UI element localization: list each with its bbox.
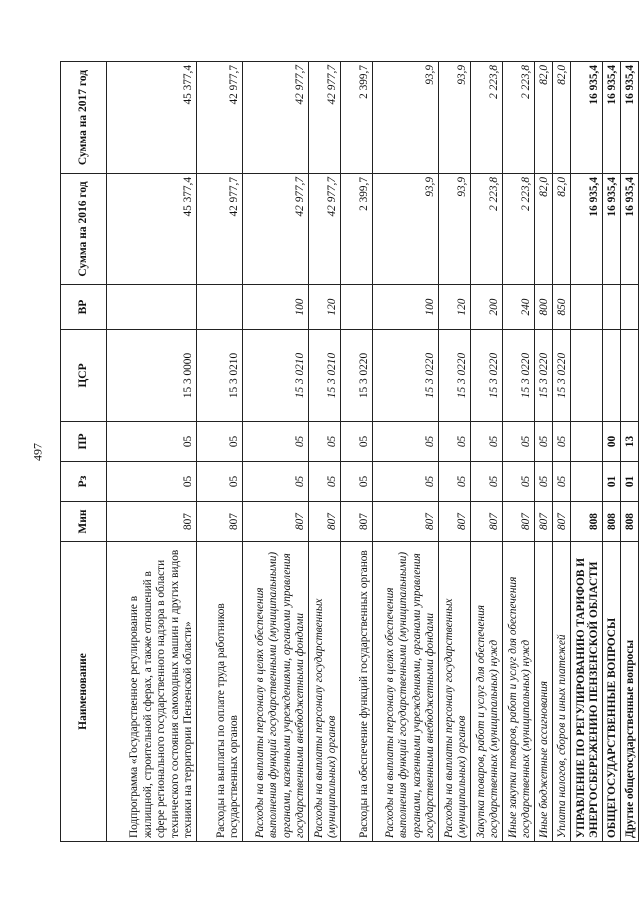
- header-sum-2017: Сумма на 2017 год: [61, 62, 107, 174]
- cell-rz: 01: [621, 462, 639, 502]
- table-row: [471, 62, 503, 842]
- header-sum-2016: Сумма на 2016 год: [61, 174, 107, 285]
- cell-min: 807: [107, 502, 197, 542]
- cell-pr: [571, 422, 603, 462]
- cell-pr: 05: [309, 422, 341, 462]
- cell-name: Расходы на выплаты персоналу государственных (муниципальных) органов: [309, 542, 341, 842]
- cell-name: Закупка товаров, работ и услуг для обеспечения государственных (муниципальных) нужд: [471, 542, 503, 842]
- cell-sum-2017: 42 977,7: [309, 62, 341, 174]
- cell-min: 807: [535, 502, 553, 542]
- cell-vr: 850: [553, 285, 571, 330]
- cell-rz: 05: [243, 462, 309, 502]
- table-row: [373, 62, 439, 842]
- cell-rz: [571, 462, 603, 502]
- cell-rz: 05: [503, 462, 535, 502]
- cell-min: 807: [309, 502, 341, 542]
- cell-csr: [571, 330, 603, 422]
- cell-sum-2017: 16 935,4: [571, 62, 603, 174]
- header-name: Наименование: [61, 542, 107, 842]
- cell-vr: 120: [309, 285, 341, 330]
- cell-min: 808: [571, 502, 603, 542]
- budget-table: [60, 61, 639, 842]
- cell-min: 807: [439, 502, 471, 542]
- header-csr: ЦСР: [61, 330, 107, 422]
- cell-sum-2016: 2 223,8: [503, 174, 535, 285]
- table-row: [197, 62, 243, 842]
- cell-sum-2016: 93,9: [373, 174, 439, 285]
- cell-min: 807: [503, 502, 535, 542]
- cell-vr: 100: [373, 285, 439, 330]
- cell-csr: [603, 330, 621, 422]
- cell-csr: 15 3 0220: [341, 330, 373, 422]
- cell-sum-2017: 45 377,4: [107, 62, 197, 174]
- cell-sum-2017: 93,9: [373, 62, 439, 174]
- cell-vr: 240: [503, 285, 535, 330]
- cell-sum-2017: 42 977,7: [243, 62, 309, 174]
- cell-csr: 15 3 0210: [243, 330, 309, 422]
- rotated-table-container: [60, 62, 637, 842]
- cell-name: УПРАВЛЕНИЕ ПО РЕГУЛИРОВАНИЮ ТАРИФОВ И ЭНЕРГОСБЕРЕЖЕНИЮ ПЕНЗЕНСКОЙ ОБЛАСТИ: [571, 542, 603, 842]
- cell-rz: 05: [107, 462, 197, 502]
- table-row: [535, 62, 553, 842]
- table-row: [571, 62, 603, 842]
- cell-name: Расходы на выплаты по оплате труда работников государственных органов: [197, 542, 243, 842]
- cell-rz: 01: [603, 462, 621, 502]
- cell-pr: 05: [439, 422, 471, 462]
- cell-min: 808: [621, 502, 639, 542]
- table-row: [341, 62, 373, 842]
- cell-csr: 15 3 0220: [535, 330, 553, 422]
- table-row: [439, 62, 471, 842]
- cell-sum-2016: 42 977,7: [309, 174, 341, 285]
- cell-vr: [621, 285, 639, 330]
- cell-pr: 05: [471, 422, 503, 462]
- cell-min: 807: [373, 502, 439, 542]
- cell-vr: [341, 285, 373, 330]
- cell-sum-2016: 42 977,7: [243, 174, 309, 285]
- cell-name: Другие общегосударственные вопросы: [621, 542, 639, 842]
- cell-vr: [603, 285, 621, 330]
- cell-vr: 120: [439, 285, 471, 330]
- cell-csr: 15 3 0220: [471, 330, 503, 422]
- cell-name: Иные закупки товаров, работ и услуг для обеспечения государственных (муниципальных) нужд: [503, 542, 535, 842]
- cell-rz: 05: [439, 462, 471, 502]
- cell-min: 807: [341, 502, 373, 542]
- cell-pr: 05: [107, 422, 197, 462]
- cell-name: Расходы на обеспечение функций государственных органов: [341, 542, 373, 842]
- table-row: [503, 62, 535, 842]
- cell-sum-2016: 45 377,4: [107, 174, 197, 285]
- cell-pr: 05: [341, 422, 373, 462]
- cell-sum-2017: 2 223,8: [471, 62, 503, 174]
- cell-sum-2017: 82,0: [535, 62, 553, 174]
- cell-sum-2017: 2 223,8: [503, 62, 535, 174]
- table-header-row: [61, 62, 107, 842]
- cell-csr: 15 3 0000: [107, 330, 197, 422]
- cell-sum-2017: 93,9: [439, 62, 471, 174]
- table-row: [603, 62, 621, 842]
- cell-min: 807: [243, 502, 309, 542]
- cell-sum-2017: 2 399,7: [341, 62, 373, 174]
- cell-sum-2016: 42 977,7: [197, 174, 243, 285]
- cell-pr: 05: [535, 422, 553, 462]
- header-rz: Рз: [61, 462, 107, 502]
- cell-min: 807: [197, 502, 243, 542]
- cell-pr: 05: [503, 422, 535, 462]
- cell-name: Расходы на выплаты персоналу в целях обеспечения выполнения функций государственными (муниципальными) органами, казенными учреждениями, органами управления государственными внебюджетными фондами: [243, 542, 309, 842]
- cell-sum-2016: 93,9: [439, 174, 471, 285]
- cell-pr: 05: [197, 422, 243, 462]
- cell-vr: [197, 285, 243, 330]
- table-row: [621, 62, 639, 842]
- cell-sum-2017: 16 935,4: [621, 62, 639, 174]
- cell-pr: 13: [621, 422, 639, 462]
- cell-sum-2016: 82,0: [553, 174, 571, 285]
- cell-csr: 15 3 0220: [553, 330, 571, 422]
- cell-csr: [621, 330, 639, 422]
- cell-sum-2017: 82,0: [553, 62, 571, 174]
- cell-sum-2016: 2 399,7: [341, 174, 373, 285]
- cell-vr: 800: [535, 285, 553, 330]
- cell-sum-2016: 2 223,8: [471, 174, 503, 285]
- cell-rz: 05: [197, 462, 243, 502]
- cell-vr: 200: [471, 285, 503, 330]
- cell-sum-2017: 42 977,7: [197, 62, 243, 174]
- cell-csr: 15 3 0220: [373, 330, 439, 422]
- cell-name: Подпрограмма «Государственное регулирование в жилищной, строительной сферах, а также отношений в сфере регионального государственного надзора в области технического состояния самоходных машин и других видов техники на территории Пензенской области»: [107, 542, 197, 842]
- cell-name: Уплата налогов, сборов и иных платежей: [553, 542, 571, 842]
- cell-sum-2016: 16 935,4: [571, 174, 603, 285]
- table-row: [309, 62, 341, 842]
- page-number: 497: [30, 443, 45, 461]
- cell-sum-2016: 82,0: [535, 174, 553, 285]
- cell-vr: [107, 285, 197, 330]
- cell-csr: 15 3 0220: [503, 330, 535, 422]
- table-row: [243, 62, 309, 842]
- cell-pr: 05: [553, 422, 571, 462]
- cell-rz: 05: [535, 462, 553, 502]
- table-row: [107, 62, 197, 842]
- cell-csr: 15 3 0210: [197, 330, 243, 422]
- cell-min: 808: [603, 502, 621, 542]
- cell-rz: 05: [471, 462, 503, 502]
- cell-pr: 05: [243, 422, 309, 462]
- header-pr: ПР: [61, 422, 107, 462]
- header-vr: ВР: [61, 285, 107, 330]
- cell-rz: 05: [309, 462, 341, 502]
- cell-sum-2016: 16 935,4: [603, 174, 621, 285]
- cell-vr: [571, 285, 603, 330]
- cell-sum-2017: 16 935,4: [603, 62, 621, 174]
- cell-pr: 05: [373, 422, 439, 462]
- table-row: [553, 62, 571, 842]
- cell-sum-2016: 16 935,4: [621, 174, 639, 285]
- cell-name: ОБЩЕГОСУДАРСТВЕННЫЕ ВОПРОСЫ: [603, 542, 621, 842]
- cell-csr: 15 3 0220: [439, 330, 471, 422]
- cell-min: 807: [471, 502, 503, 542]
- header-min: Мин: [61, 502, 107, 542]
- cell-pr: 00: [603, 422, 621, 462]
- cell-rz: 05: [553, 462, 571, 502]
- cell-vr: 100: [243, 285, 309, 330]
- cell-name: Расходы на выплаты персоналу государственных (муниципальных) органов: [439, 542, 471, 842]
- cell-csr: 15 3 0210: [309, 330, 341, 422]
- cell-rz: 05: [341, 462, 373, 502]
- cell-min: 807: [553, 502, 571, 542]
- cell-rz: 05: [373, 462, 439, 502]
- cell-name: Расходы на выплаты персоналу в целях обеспечения выполнения функций государственными (муниципальными) органами, казенными учреждениями, органами управления государственными внебюджетными фондами: [373, 542, 439, 842]
- cell-name: Иные бюджетные ассигнования: [535, 542, 553, 842]
